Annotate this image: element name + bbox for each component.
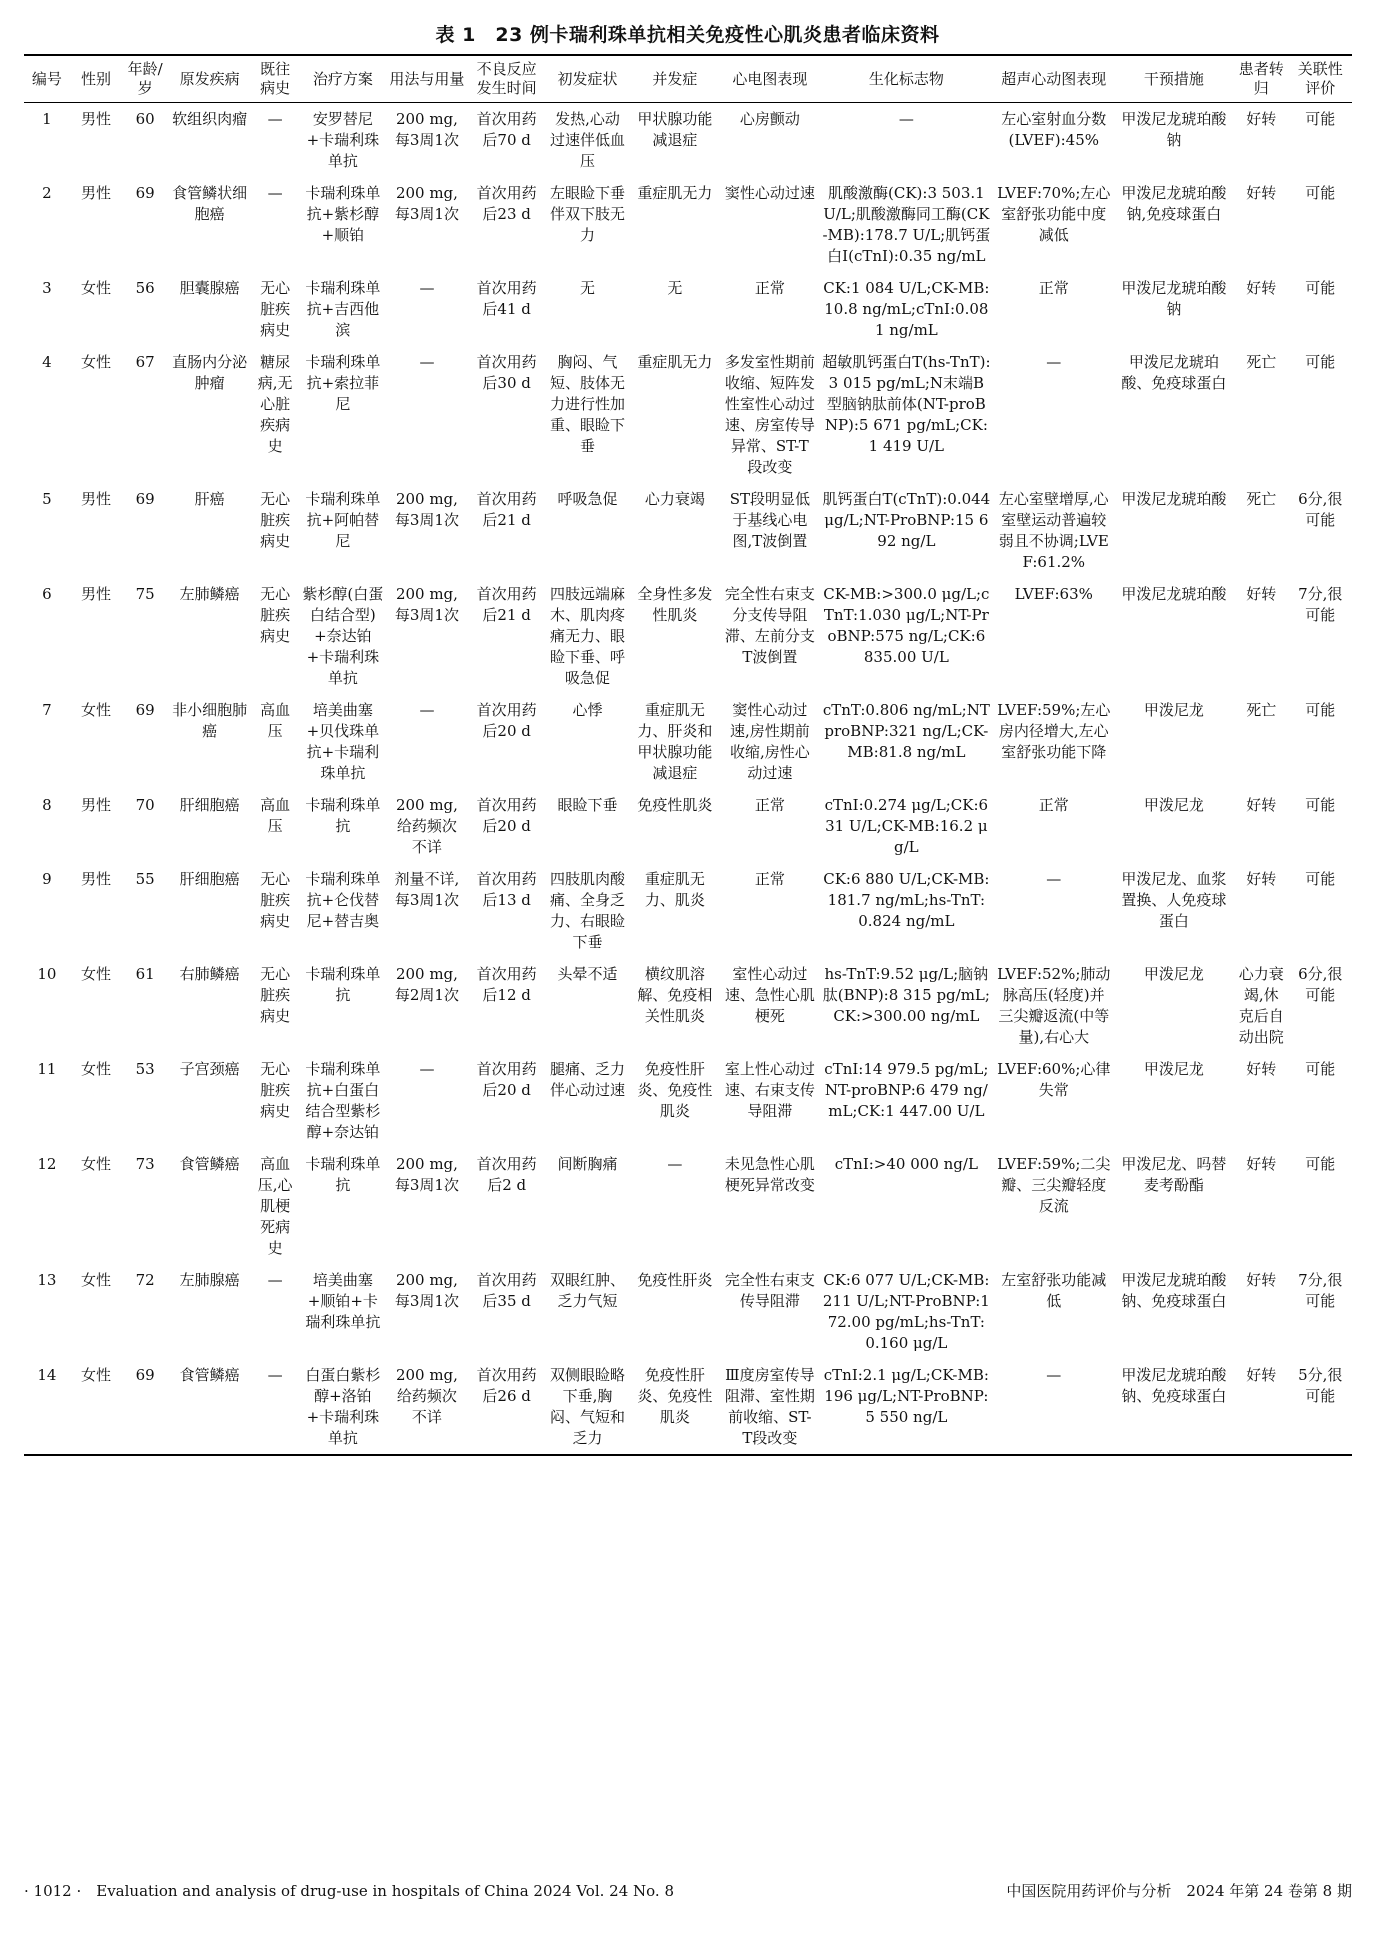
table-cell: 男性 — [81, 870, 112, 888]
table-cell: 高血压 — [260, 701, 291, 740]
table-cell: 12 — [37, 1155, 57, 1173]
table-cell: 甲泼尼龙 — [1143, 1060, 1204, 1078]
table-cell: 无心脏疾病史 — [260, 279, 291, 339]
table-cell: 56 — [135, 279, 155, 297]
table-cell: 免疫性肝炎、免疫性肌炎 — [637, 1366, 713, 1426]
table-cell: 200 mg,每3周1次 — [394, 1271, 459, 1310]
table-cell: 8 — [42, 796, 52, 814]
table-cell: 10 — [37, 965, 57, 983]
table-cell: 完全性右束支分支传导阻滞、左前分支T波倒置 — [724, 585, 815, 666]
table-cell: 直肠内分泌肿瘤 — [172, 353, 248, 392]
table-cell: 左眼睑下垂伴双下肢无力 — [549, 184, 625, 244]
table-cell: 无心脏疾病史 — [260, 870, 291, 930]
table-cell: 多发室性期前收缩、短阵发性室性心动过速、房室传导异常、ST-T段改变 — [724, 353, 815, 476]
column-header: 性别 — [81, 69, 112, 88]
column-header: 不良反应发生时间 — [476, 60, 537, 97]
table-cell: 甲泼尼龙琥珀酸钠、免疫球蛋白 — [1121, 1271, 1227, 1310]
table-cell: 窦性心动过速,房性期前收缩,房性心动过速 — [729, 701, 810, 782]
table-row — [24, 694, 1352, 789]
table-cell: hs-TnT:9.52 μg/L;脑钠肽(BNP):8 315 pg/mL;CK:>300.00 ng/mL — [822, 965, 990, 1025]
table-cell: 可能 — [1305, 184, 1336, 202]
table-cell: 可能 — [1305, 870, 1336, 888]
table-cell: 正常 — [1038, 279, 1069, 297]
table-cell: 200 mg,每3周1次 — [394, 184, 459, 223]
table-cell: 3 — [42, 279, 52, 297]
table-cell: 卡瑞利珠单抗+仑伐替尼+替吉奥 — [305, 870, 381, 930]
table-row — [24, 1359, 1352, 1455]
table-cell: 重症肌无力 — [637, 353, 713, 371]
table-cell: CK:6 880 U/L;CK-MB:181.7 ng/mL;hs-TnT:0.824 ng/mL — [823, 870, 990, 930]
table-row — [24, 1053, 1352, 1148]
table-cell: 首次用药后20 d — [476, 796, 537, 835]
table-cell: 肌钙蛋白T(cTnT):0.044 μg/L;NT-ProBNP:15 692 ng/L — [822, 490, 991, 550]
table-cell: 非小细胞肺癌 — [172, 701, 248, 740]
table-cell: 可能 — [1305, 279, 1336, 297]
table-cell: 69 — [135, 701, 155, 719]
table-cell: 卡瑞利珠单抗+白蛋白结合型紫杉醇+奈达铂 — [305, 1060, 381, 1141]
table-cell: LVEF:70%;左心室舒张功能中度减低 — [997, 184, 1111, 244]
table-cell: cTnT:0.806 ng/mL;NTproBNP:321 ng/L;CK-MB:81.8 ng/mL — [822, 701, 990, 761]
table-cell: 75 — [135, 585, 155, 603]
table-cell: 200 mg,给药频次不详 — [395, 796, 458, 856]
table-cell: 甲泼尼龙、血浆置换、人免疫球蛋白 — [1121, 870, 1227, 930]
table-cell: 可能 — [1305, 701, 1336, 719]
table-cell: 9 — [42, 870, 52, 888]
table-row — [24, 103, 1352, 178]
table-cell: 甲泼尼龙琥珀酸钠、免疫球蛋白 — [1121, 1366, 1227, 1405]
table-cell: 14 — [37, 1366, 57, 1384]
table-cell: 左心室射血分数(LVEF):45% — [1001, 110, 1107, 149]
table-row — [24, 1264, 1352, 1359]
table-cell: 免疫性肌炎 — [637, 796, 713, 814]
table-cell: 好转 — [1246, 1060, 1277, 1078]
table-cell: 正常 — [754, 870, 785, 888]
table-cell: 200 mg,每3周1次 — [394, 490, 459, 529]
table-cell: cTnI:2.1 μg/L;CK-MB:196 μg/L;NT-ProBNP:5 550 ng/L — [823, 1366, 989, 1426]
table-cell: 首次用药后23 d — [476, 184, 537, 223]
column-header: 并发症 — [652, 69, 698, 88]
table-cell: 超敏肌钙蛋白T(hs-TnT):3 015 pg/mL;N末端B型脑钠肽前体(NT-proBNP):5 671 pg/mL;CK:1 419 U/L — [822, 353, 991, 455]
table-cell: LVEF:60%;心律失常 — [997, 1060, 1111, 1099]
table-cell: 紫杉醇(白蛋白结合型)+奈达铂+卡瑞利珠单抗 — [302, 585, 384, 687]
table-cell: 69 — [135, 1366, 155, 1384]
table-cell: 白蛋白紫杉醇+洛铂+卡瑞利珠单抗 — [305, 1366, 381, 1447]
table-cell: 左心室壁增厚,心室壁运动普遍较弱且不协调;LVEF:61.2% — [998, 490, 1109, 571]
table-cell: — — [267, 1366, 283, 1384]
table-cell: 11 — [37, 1060, 57, 1078]
table-cell: 67 — [135, 353, 155, 371]
table-cell: 200 mg,给药频次不详 — [395, 1366, 458, 1426]
table-cell: 免疫性肝炎 — [637, 1271, 713, 1289]
table-cell: 男性 — [81, 490, 112, 508]
table-cell: 左肺腺癌 — [179, 1271, 240, 1289]
table-cell: 13 — [37, 1271, 57, 1289]
column-header: 患者转归 — [1238, 60, 1284, 97]
clinical-data-table — [24, 54, 1352, 1456]
table-cell: 甲泼尼龙琥珀酸钠 — [1121, 279, 1227, 318]
table-cell: 好转 — [1246, 796, 1277, 814]
table-cell: 发热,心动过速伴低血压 — [549, 110, 625, 170]
table-cell: 正常 — [1038, 796, 1069, 814]
table-cell: 甲泼尼龙琥珀酸钠,免疫球蛋白 — [1121, 184, 1227, 223]
column-header: 关联性评价 — [1297, 60, 1343, 97]
table-cell: 糖尿病,无心脏疾病史 — [257, 353, 293, 455]
table-cell: 7分,很可能 — [1298, 1271, 1343, 1310]
table-cell: 男性 — [81, 110, 112, 128]
table-cell: 横纹肌溶解、免疫相关性肌炎 — [637, 965, 713, 1025]
table-cell: — — [1046, 1366, 1062, 1384]
table-cell: 安罗替尼+卡瑞利珠单抗 — [306, 110, 380, 170]
table-cell: 双侧眼睑略下垂,胸闷、气短和乏力 — [549, 1366, 625, 1447]
table-cell: 卡瑞利珠单抗 — [305, 965, 381, 1004]
table-cell: 女性 — [81, 701, 112, 719]
table-cell: 高血压,心肌梗死病史 — [257, 1155, 293, 1257]
table-cell: 肌酸激酶(CK):3 503.1 U/L;肌酸激酶同工酶(CK-MB):178.7 U/L;肌钙蛋白I(cTnI):0.35 ng/mL — [822, 184, 991, 265]
table-cell: 卡瑞利珠单抗 — [305, 796, 381, 835]
table-cell: 腿痛、乏力伴心动过速 — [549, 1060, 625, 1099]
table-cell: 5 — [42, 490, 52, 508]
table-cell: 食管鳞癌 — [179, 1155, 240, 1173]
table-cell: 重症肌无力、肝炎和甲状腺功能减退症 — [637, 701, 713, 782]
column-header: 编号 — [31, 69, 62, 88]
table-cell: 眼睑下垂 — [557, 796, 618, 814]
table-cell: — — [419, 279, 435, 297]
table-cell: 首次用药后30 d — [476, 353, 537, 392]
table-cell: 200 mg,每3周1次 — [394, 1155, 459, 1194]
table-cell: 首次用药后41 d — [476, 279, 537, 318]
table-cell: 全身性多发性肌炎 — [637, 585, 713, 624]
table-cell: — — [419, 1060, 435, 1078]
table-cell: — — [1046, 870, 1062, 888]
table-cell: — — [419, 353, 435, 371]
table-row — [24, 272, 1352, 346]
table-cell: 首次用药后35 d — [476, 1271, 537, 1310]
table-cell: LVEF:63% — [1014, 585, 1093, 603]
table-cell: 5分,很可能 — [1298, 1366, 1343, 1405]
table-cell: 卡瑞利珠单抗+阿帕替尼 — [305, 490, 381, 550]
table-body — [24, 103, 1352, 1456]
table-cell: 无 — [667, 279, 683, 297]
table-cell: 肝细胞癌 — [179, 870, 240, 888]
table-cell: 重症肌无力、肌炎 — [644, 870, 705, 909]
column-header: 超声心动图表现 — [1001, 69, 1107, 88]
column-header: 用法与用量 — [389, 69, 465, 88]
table-cell: 6分,很可能 — [1298, 490, 1343, 529]
table-cell: 女性 — [81, 1155, 112, 1173]
table-cell: 呼吸急促 — [557, 490, 618, 508]
page-footer — [24, 1880, 1352, 1901]
table-cell: LVEF:52%;肺动脉高压(轻度)并三尖瓣返流(中等量),右心大 — [997, 965, 1111, 1046]
table-cell: 可能 — [1305, 1060, 1336, 1078]
table-cell: 完全性右束支传导阻滞 — [724, 1271, 815, 1310]
table-cell: 甲泼尼龙 — [1143, 701, 1204, 719]
table-cell: 首次用药后13 d — [476, 870, 537, 909]
table-cell: 心力衰竭 — [644, 490, 705, 508]
table-cell: 55 — [135, 870, 155, 888]
column-header: 治疗方案 — [312, 69, 373, 88]
table-cell: 好转 — [1246, 1271, 1277, 1289]
table-cell: 可能 — [1305, 353, 1336, 371]
table-cell: 培美曲塞+顺铂+卡瑞利珠单抗 — [305, 1271, 381, 1331]
table-cell: 四肢肌肉酸痛、全身乏力、右眼睑下垂 — [549, 870, 625, 951]
table-cell: — — [667, 1155, 683, 1173]
table-cell: 心力衰竭,休克后自动出院 — [1238, 965, 1284, 1046]
table-cell: Ⅲ度房室传导阻滞、室性期前收缩、ST-T段改变 — [724, 1366, 815, 1447]
table-cell: — — [898, 110, 914, 128]
table-cell: 好转 — [1246, 870, 1277, 888]
table-cell: 女性 — [81, 1271, 112, 1289]
table-cell: 甲泼尼龙琥珀酸钠 — [1121, 110, 1227, 149]
column-header: 年龄/岁 — [127, 60, 163, 97]
table-cell: 无心脏疾病史 — [260, 1060, 291, 1120]
table-cell: 72 — [135, 1271, 155, 1289]
table-cell: 甲泼尼龙琥珀酸 — [1121, 585, 1227, 603]
table-cell: 好转 — [1246, 110, 1277, 128]
table-cell: 培美曲塞+贝伐珠单抗+卡瑞利珠单抗 — [306, 701, 380, 782]
table-row — [24, 863, 1352, 958]
table-cell: 4 — [42, 353, 52, 371]
table-cell: 右肺鳞癌 — [179, 965, 240, 983]
table-cell: 正常 — [754, 279, 785, 297]
table-cell: 1 — [42, 110, 52, 128]
table-cell: 心房颤动 — [739, 110, 800, 128]
table-row — [24, 789, 1352, 863]
table-cell: — — [267, 110, 283, 128]
table-cell: ST段明显低于基线心电图,T波倒置 — [729, 490, 810, 550]
table-cell: 双眼红肿、乏力气短 — [549, 1271, 625, 1310]
table-cell: 好转 — [1246, 1155, 1277, 1173]
table-cell: 间断胸痛 — [557, 1155, 618, 1173]
table-cell: 200 mg,每3周1次 — [394, 110, 459, 149]
column-header: 既往病史 — [260, 60, 291, 97]
table-cell: 61 — [135, 965, 155, 983]
table-cell: 无 — [579, 279, 595, 297]
table-cell: 首次用药后70 d — [476, 110, 537, 149]
column-header: 初发症状 — [557, 69, 618, 88]
table-cell: 死亡 — [1246, 353, 1277, 371]
table-cell: 首次用药后21 d — [476, 585, 537, 624]
table-cell: 2 — [42, 184, 52, 202]
table-cell: 胸闷、气短、肢体无力进行性加重、眼睑下垂 — [549, 353, 625, 455]
table-cell: 卡瑞利珠单抗+吉西他滨 — [305, 279, 381, 339]
table-cell: 软组织肉瘤 — [172, 110, 248, 128]
table-cell: 73 — [135, 1155, 155, 1173]
footer-left: · 1012 · Evaluation and analysis of drug-use in hospitals of China 2024 Vol. 24 No. 8 — [24, 1882, 675, 1900]
table-cell: 卡瑞利珠单抗+紫杉醇+顺铂 — [305, 184, 381, 244]
table-cell: 6分,很可能 — [1298, 965, 1343, 1004]
table-cell: 室性心动过速、急性心肌梗死 — [724, 965, 815, 1025]
table-cell: 头晕不适 — [557, 965, 618, 983]
table-cell: 男性 — [81, 585, 112, 603]
table-cell: 胆囊腺癌 — [179, 279, 240, 297]
table-row — [24, 958, 1352, 1053]
table-cell: 甲泼尼龙 — [1143, 796, 1204, 814]
table-cell: 女性 — [81, 1060, 112, 1078]
table-cell: 心悸 — [572, 701, 603, 719]
table-cell: 高血压 — [260, 796, 291, 835]
table-cell: 重症肌无力 — [637, 184, 713, 202]
table-cell: 四肢远端麻木、肌肉疼痛无力、眼睑下垂、呼吸急促 — [549, 585, 625, 687]
table-cell: 肝细胞癌 — [179, 796, 240, 814]
table-cell: cTnI:>40 000 ng/L — [834, 1155, 978, 1173]
table-cell: 女性 — [81, 353, 112, 371]
table-header-row — [24, 55, 1352, 103]
table-row — [24, 346, 1352, 483]
table-cell: 免疫性肝炎、免疫性肌炎 — [637, 1060, 713, 1120]
table-cell: CK:1 084 U/L;CK-MB:10.8 ng/mL;cTnI:0.081 ng/mL — [823, 279, 990, 339]
table-row — [24, 483, 1352, 578]
table-cell: 甲泼尼龙 — [1143, 965, 1204, 983]
table-cell: 甲泼尼龙琥珀酸、免疫球蛋白 — [1121, 353, 1227, 392]
table-cell: 首次用药后12 d — [476, 965, 537, 1004]
table-cell: 7分,很可能 — [1298, 585, 1343, 624]
table-cell: 肝癌 — [194, 490, 225, 508]
table-cell: 首次用药后20 d — [476, 1060, 537, 1099]
table-cell: 女性 — [81, 965, 112, 983]
table-cell: 200 mg,每2周1次 — [394, 965, 459, 1004]
table-cell: 女性 — [81, 1366, 112, 1384]
table-cell: 男性 — [81, 184, 112, 202]
table-cell: 200 mg,每3周1次 — [394, 585, 459, 624]
table-cell: — — [267, 1271, 283, 1289]
table-cell: 无心脏疾病史 — [260, 585, 291, 645]
table-cell: 好转 — [1246, 279, 1277, 297]
table-row — [24, 177, 1352, 272]
table-cell: 左肺鳞癌 — [179, 585, 240, 603]
table-cell: 室上性心动过速、右束支传导阻滞 — [724, 1060, 815, 1120]
table-cell: 7 — [42, 701, 52, 719]
table-cell: — — [267, 184, 283, 202]
table-cell: 左室舒张功能减低 — [1001, 1271, 1107, 1310]
table-cell: 死亡 — [1246, 490, 1277, 508]
column-header: 原发疾病 — [179, 69, 240, 88]
table-cell: 可能 — [1305, 110, 1336, 128]
table-cell: 甲泼尼龙琥珀酸 — [1121, 490, 1227, 508]
table-cell: 正常 — [754, 796, 785, 814]
table-cell: 60 — [135, 110, 155, 128]
table-cell: 女性 — [81, 279, 112, 297]
table-cell: 窦性心动过速 — [724, 184, 815, 202]
table-cell: 卡瑞利珠单抗 — [305, 1155, 381, 1194]
table-cell: 卡瑞利珠单抗+索拉菲尼 — [305, 353, 381, 413]
table-cell: 可能 — [1305, 796, 1336, 814]
table-cell: 甲泼尼龙、吗替麦考酚酯 — [1121, 1155, 1227, 1194]
table-cell: 可能 — [1305, 1155, 1336, 1173]
table-cell: LVEF:59%;左心房内径增大,左心室舒张功能下降 — [997, 701, 1111, 761]
table-row — [24, 578, 1352, 694]
table-cell: 69 — [135, 184, 155, 202]
table-cell: 死亡 — [1246, 701, 1277, 719]
table-cell: 好转 — [1246, 1366, 1277, 1384]
table-cell: — — [1046, 353, 1062, 371]
table-cell: 70 — [135, 796, 155, 814]
table-cell: 好转 — [1246, 585, 1277, 603]
table-cell: 男性 — [81, 796, 112, 814]
table-cell: cTnI:14 979.5 pg/mL;NT-proBNP:6 479 ng/mL;CK:1 447.00 U/L — [824, 1060, 989, 1120]
table-cell: 53 — [135, 1060, 155, 1078]
table-row — [24, 1148, 1352, 1264]
table-cell: 剂量不详,每3周1次 — [394, 870, 460, 909]
footer-right: 中国医院用药评价与分析 2024 年第 24 卷第 8 期 — [1006, 1882, 1352, 1900]
table-cell: — — [419, 701, 435, 719]
table-cell: CK:6 077 U/L;CK-MB:211 U/L;NT-ProBNP:172.00 pg/mL;hs-TnT:0.160 μg/L — [822, 1271, 990, 1352]
table-cell: 食管鳞癌 — [179, 1366, 240, 1384]
table-cell: CK-MB:>300.0 μg/L;cTnT:1.030 μg/L;NT-ProBNP:575 ng/L;CK:6 835.00 U/L — [823, 585, 990, 666]
table-cell: 首次用药后20 d — [476, 701, 537, 740]
table-cell: 甲状腺功能减退症 — [637, 110, 713, 149]
table-cell: 首次用药后21 d — [476, 490, 537, 529]
table-cell: 未见急性心肌梗死异常改变 — [724, 1155, 815, 1194]
table-cell: 首次用药后26 d — [476, 1366, 537, 1405]
column-header: 生化标志物 — [868, 69, 944, 88]
table-cell: 首次用药后2 d — [476, 1155, 537, 1194]
table-cell: LVEF:59%;二尖瓣、三尖瓣轻度反流 — [997, 1155, 1111, 1215]
table-cell: 69 — [135, 490, 155, 508]
table-cell: cTnI:0.274 μg/L;CK:631 U/L;CK-MB:16.2 μg/L — [824, 796, 989, 856]
table-cell: 无心脏疾病史 — [260, 490, 291, 550]
column-header: 心电图表现 — [732, 69, 808, 88]
column-header: 干预措施 — [1143, 69, 1204, 88]
table-cell: 好转 — [1246, 184, 1277, 202]
table-cell: 子宫颈癌 — [179, 1060, 240, 1078]
table-cell: 6 — [42, 585, 52, 603]
table-title: 表 1 23 例卡瑞利珠单抗相关免疫性心肌炎患者临床资料 — [435, 24, 940, 46]
table-cell: 食管鳞状细胞癌 — [172, 184, 248, 223]
table-cell: 无心脏疾病史 — [260, 965, 291, 1025]
